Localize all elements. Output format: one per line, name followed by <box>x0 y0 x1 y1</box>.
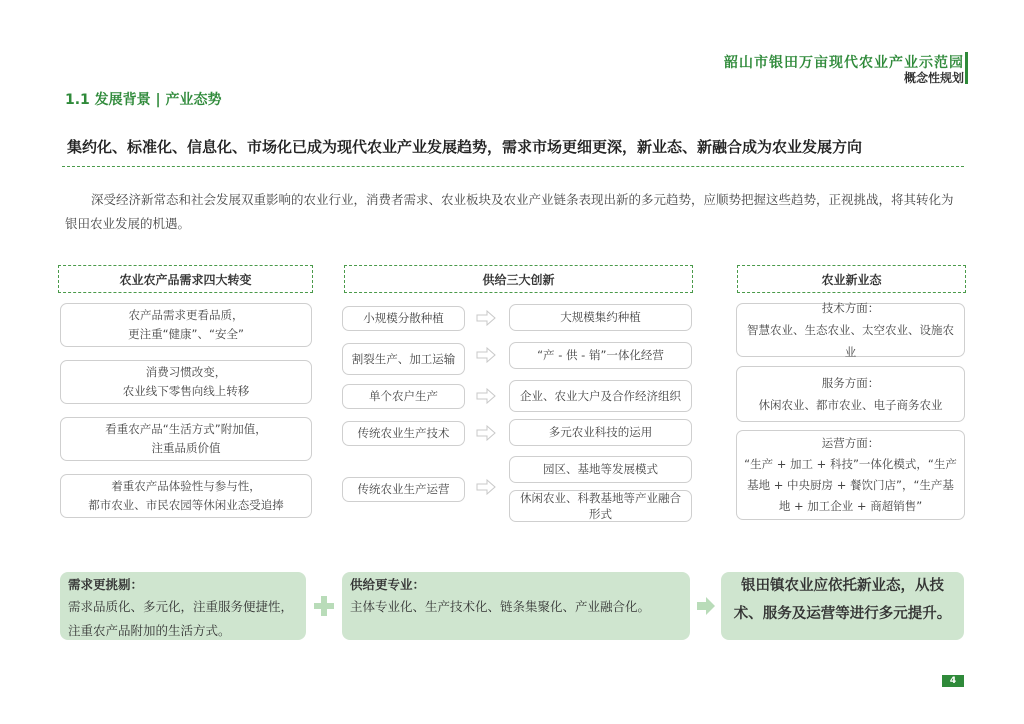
document-subtitle: 概念性规划 <box>903 71 964 85</box>
divider <box>62 166 964 167</box>
supply-summary-title: 供给更专业： <box>350 577 426 592</box>
demand-item-line: 着重农产品体验性与参与性， <box>111 479 261 493</box>
service-label: 服务方面： <box>821 376 880 390</box>
header-accent-bar <box>965 52 968 84</box>
service-text: 休闲农业、都市农业、电子商务农业 <box>758 398 943 412</box>
plus-icon <box>314 596 334 616</box>
page-number: 4 <box>942 675 964 687</box>
demand-item <box>60 360 312 404</box>
demand-item-line: 更注重“健康”、“安全” <box>128 327 244 341</box>
supply-from-item: 割裂生产、加工运输 <box>342 343 465 375</box>
demand-summary-panel <box>60 572 306 640</box>
operation-text: “生产 + 加工 + 科技”一体化模式，“生产基地 + 中央厨房 + 餐饮门店”，“生产基地 + 加工企业 + 商超销售” <box>744 457 957 513</box>
supply-from-item: 单个农户生产 <box>342 384 465 409</box>
right-arrow-icon <box>476 347 496 363</box>
new-business-service <box>736 366 965 422</box>
tech-text: 智慧农业、生态农业、太空农业、设施农业 <box>747 323 954 359</box>
supply-to-item: 休闲农业、科教基地等产业融合形式 <box>509 490 692 522</box>
supply-from-item: 传统农业生产运营 <box>342 477 465 502</box>
demand-item <box>60 417 312 461</box>
right-arrow-icon <box>476 310 496 326</box>
demand-item-line: 都市农业、市民农园等休闲业态受追捧 <box>88 498 284 512</box>
new-business-tech <box>736 303 965 357</box>
supply-summary-panel <box>342 572 690 640</box>
supply-from-item: 小规模分散种植 <box>342 306 465 331</box>
supply-to-item: 园区、基地等发展模式 <box>509 456 692 483</box>
demand-item-line: 注重品质价值 <box>151 441 221 455</box>
supply-from-item: 传统农业生产技术 <box>342 421 465 446</box>
demand-item <box>60 474 312 518</box>
tech-label: 技术方面： <box>821 301 880 315</box>
right-arrow-icon <box>476 479 496 495</box>
new-business-operation <box>736 430 965 520</box>
demand-column-header: 农业农产品需求四大转变 <box>58 265 313 293</box>
demand-item-line: 消费习惯改变， <box>145 365 227 379</box>
demand-item-line: 农业线下零售向线上转移 <box>122 384 250 398</box>
right-arrow-icon <box>476 425 496 441</box>
demand-summary-text: 需求品质化、多元化，注重服务便捷性，注重农产品附加的生活方式。 <box>68 599 294 638</box>
document-title: 韶山市银田万亩现代农业产业示范园 <box>724 55 964 71</box>
new-business-column-header: 农业新业态 <box>737 265 966 293</box>
demand-item <box>60 303 312 347</box>
supply-to-item: “产 - 供 - 销”一体化经营 <box>509 342 692 369</box>
supply-to-item: 大规模集约种植 <box>509 304 692 331</box>
supply-to-item: 多元农业科技的运用 <box>509 419 692 446</box>
operation-label: 运营方面： <box>821 436 880 450</box>
intro-paragraph: 深受经济新常态和社会发展双重影响的农业行业，消费者需求、农业板块及农业产业链条表现出新的多元趋势，应顺势把握这些趋势，正视挑战，将其转化为银田农业发展的机遇。 <box>65 192 954 231</box>
supply-to-item: 企业、农业大户及合作经济组织 <box>509 380 692 412</box>
right-arrow-icon <box>696 596 716 616</box>
supply-column-header: 供给三大创新 <box>344 265 693 293</box>
headline: 集约化、标准化、信息化、市场化已成为现代农业产业发展趋势，需求市场更细更深，新业态、新融合成为农业发展方向 <box>67 138 863 156</box>
right-arrow-icon <box>476 388 496 404</box>
demand-summary-title: 需求更挑剔： <box>68 577 144 592</box>
section-title: 1.1 发展背景 | 产业态势 <box>65 92 222 108</box>
demand-item-line: 农产品需求更看品质， <box>128 308 244 322</box>
conclusion-panel: 银田镇农业应依托新业态，从技术、服务及运营等进行多元提升。 <box>721 572 964 640</box>
supply-summary-text: 主体专业化、生产技术化、链条集聚化、产业融合化。 <box>350 599 651 614</box>
demand-item-line: 看重农产品“生活方式”附加值， <box>105 422 267 436</box>
